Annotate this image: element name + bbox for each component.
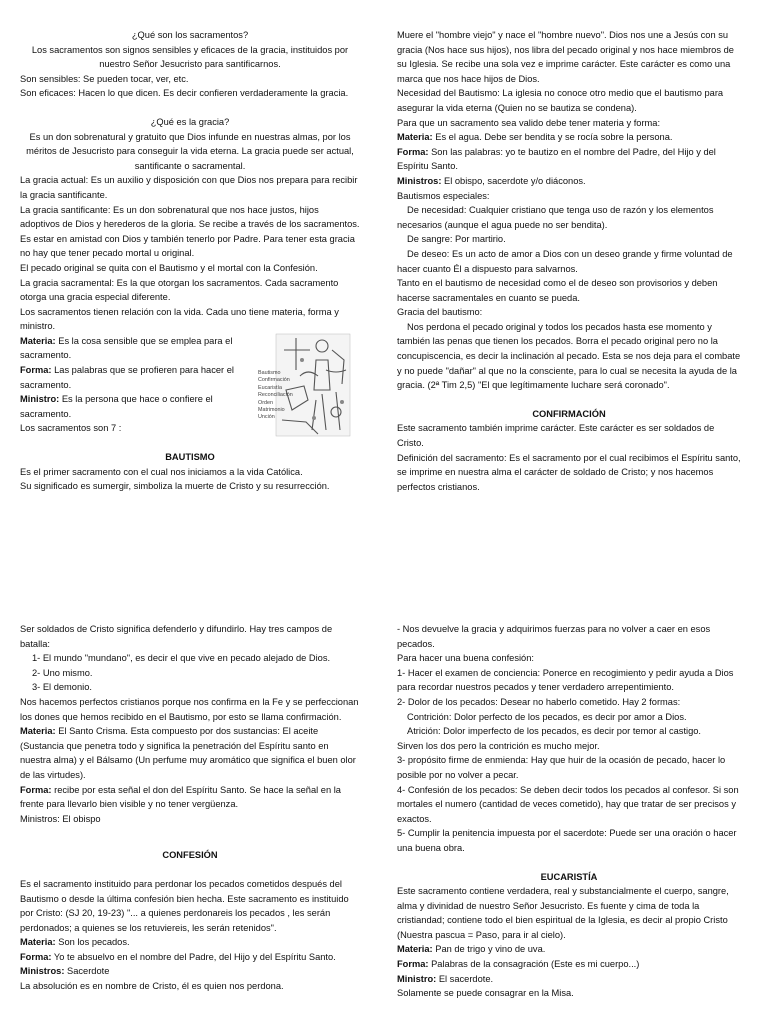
gracia-actual: La gracia actual: Es un auxilio y disposición con que Dios nos prepara para recibir la gracia santificante.: [20, 175, 358, 200]
contricion: Contrición: Dolor perfecto de los pecados, es decir por amor a Dios.: [407, 711, 687, 722]
bautismo-hombre-nuevo: Muere el "hombre viejo" y nace el "hombre nuevo". Dios nos une a Jesús con su gracia (Nos hace sus hijos), nos libra del pecado original y nos hace miembros de su Iglesia. Se recibe una sola vez e imprime carácter. Este carácter es como una marca que nos hace hijos de Dios.: [397, 30, 734, 84]
gracia-title: ¿Qué es la gracia?: [150, 116, 230, 127]
sacramentos-count: Los sacramentos son 7 :: [20, 423, 122, 434]
confirmacion-materia: Materia: El Santo Crisma. Esta compuesto por dos sustancias: El aceite (Sustancia que penetra todo y significa la penetración del Espíritu santo en nuestra alma) y el Bálsamo (Un perfume muy aromático que significa el buen olor de las virtudes).: [20, 726, 356, 780]
eucaristia-p1: Este sacramento contiene verdadera, real y substancialmente el cuerpo, sangre, alma y divinidad de nuestro Señor Jesucristo. Es fuente y cima de toda la cristiandad; contiene todo el bien espiritual de la Iglesia, es decir al propio Cristo (Nuestra pascua = Paso, para ir al cielo).: [397, 886, 729, 940]
gracia-santificante: La gracia santificante: Es un don sobrenatural que nos hace justos, hijos adoptivos de Dios y herederos de la gloria. Se recibe a través de los sacramentos. Es estar en amistad con Dios y también tenerlo por Padre. Para tener esta gracia no hay que tener pecado mortal u original.: [20, 204, 360, 259]
paso-5: 5- Cumplir la penitencia impuesta por el sacerdote: Puede ser una oración o hacer una buena obra.: [397, 828, 737, 853]
bautismo-p2: Su significado es sumergir, simboliza la muerte de Cristo y su resurrección.: [20, 481, 330, 492]
confirmacion-title: CONFIRMACIÓN: [532, 408, 606, 419]
paso-3: 3- propósito firme de enmienda: Hay que huir de la ocasión de pecado, hacer lo posible por no volver a pecar.: [397, 755, 726, 780]
confesion-ministros: Ministros: Sacerdote: [20, 966, 110, 977]
q1-sensibles: Son sensibles: Se pueden tocar, ver, etc.: [20, 73, 189, 84]
confirmacion-forma: Forma: recibe por esta señal el don del Espíritu Santo. Se hace la señal en la frente para llevarlo bien visible y no tener vergüenza.: [20, 784, 341, 810]
bautismo-sangre: De sangre: Por martirio.: [407, 234, 506, 245]
bautismo-p1: Es el primer sacramento con el cual nos iniciamos a la vida Católica.: [20, 466, 303, 477]
confesion-materia: Materia: Son los pecados.: [20, 937, 130, 948]
materia-def: Materia: Es la cosa sensible que se emplea para el sacramento.: [20, 335, 233, 361]
bautismo-forma: Forma: Son las palabras: yo te bautizo en el nombre del Padre, del Hijo y del Espíritu Santo.: [397, 146, 716, 172]
confesion-title: CONFESIÓN: [162, 850, 218, 861]
batalla-2: 2- Uno mismo.: [32, 667, 93, 678]
provisorios: Tanto en el bautismo de necesidad como el de deseo son provisorios y deben hacerse sacramentales en cuanto se pueda.: [397, 278, 718, 303]
confesion-p1: Es el sacramento instituido para perdonar los pecados cometidos después del Bautismo o desde la última confesión bien hecha. Este sacramento es instituido por Cristo: (SJ 20, 19-23) "... a quienes perdonareis los pecados , les serán perdonados; a quienes se los retuviereis, les serán retenidos".: [20, 878, 349, 933]
ministro-def: Ministro: Es la persona que hace o confiere el sacramento.: [20, 394, 213, 419]
figure-label-3: Eucaristía: [258, 384, 282, 391]
devuelve-gracia: - Nos devuelve la gracia y adquirimos fuerzas para no volver a caer en esos pecados.: [397, 624, 711, 649]
absolucion: La absolución es en nombre de Cristo, él es quien nos perdona.: [20, 981, 284, 992]
perfectos-cristianos: Nos hacemos perfectos cristianos porque nos confirma en la Fe y se perfeccionan los dones que hemos recibido en el Bautismo, por esto se llama confirmación.: [20, 696, 359, 722]
gracia-bautismo: Nos perdona el pecado original y todos los pecados hasta ese momento y también las penas que tienen los pecados. Borra el pecado original pero no la concupiscencia, es decir la inclinación al pecado. Esta se nos deja para el combate y no puede "dañar" al que no la consciente, para lo cual se necesita la ayuda de la gracia. (2ª Tim 2,5) "El que legítimamente luchare será coronado".: [397, 321, 741, 391]
eucaristia-forma: Forma: Palabras de la consagración (Este es mi cuerpo...): [397, 959, 640, 970]
materia-forma-intro: Para que un sacramento sea valido debe tener materia y forma:: [397, 117, 661, 128]
bautismo-deseo: De deseo: Es un acto de amor a Dios con un deseo grande y firme voluntad de hacer cuanto Él a dispuesto para salvarnos.: [397, 248, 733, 274]
bautismos-especiales: Bautismos especiales:: [397, 190, 490, 201]
q1-eficaces: Son eficaces: Hacen lo que dicen. Es decir confieren verdaderamente la gracia.: [20, 88, 349, 99]
sirven-los-dos: Sirven los dos pero la contrición es mucho mejor.: [397, 740, 600, 751]
bautismo-ministros: Ministros: El obispo, sacerdote y/o diáconos.: [397, 175, 586, 186]
necesidad-bautismo: Necesidad del Bautismo: La iglesia no conoce otro medio que el bautismo para asegurar la vida eterna (Quien no se bautiza se condena).: [397, 88, 724, 113]
figure-label-7: Unción: [258, 414, 275, 421]
atricion: Atrición: Dolor imperfecto de los pecados, es decir por temor al castigo.: [407, 726, 702, 737]
confesion-forma: Forma: Yo te absuelvo en el nombre del Padre, del Hijo y del Espíritu Santo.: [20, 951, 336, 962]
pecado-original: El pecado original se quita con el Bautismo y el mortal con la Confesión.: [20, 262, 318, 273]
top-right-column: [397, 28, 741, 494]
gracia-definition: Es un don sobrenatural y gratuito que Dios infunde en nuestras almas, por los méritos de Jesucristo para conseguir la vida eterna. La gracia puede ser actual, santificante o sacramental.: [26, 131, 354, 171]
eucaristia-ministro: Ministro: El sacerdote.: [397, 973, 494, 984]
gracia-bautismo-label: Gracia del bautismo:: [397, 307, 483, 318]
sacraments-illustration: [256, 330, 352, 438]
forma-def: Forma: Las palabras que se profieren para hacer el sacramento.: [20, 365, 234, 390]
confirmacion-ministros: Ministros: El obispo: [20, 813, 101, 824]
figure-label-6: Matrimonio: [258, 407, 285, 414]
bautismo-title: BAUTISMO: [165, 452, 215, 463]
paso-1: 1- Hacer el examen de conciencia: Ponerce en recogimiento y pedir ayuda a Dios para recordar nuestros pecados y tener verdadero arrepentimiento.: [397, 667, 734, 693]
figure-label-1: Bautismo: [258, 370, 281, 376]
confirmacion-p2: Definición del sacramento: Es el sacramento por el cual recibimos el Espíritu santo, se imprime en nuestra alma el carácter de soldado de Cristo; y nos hacemos perfectos cristianos.: [397, 452, 741, 492]
q1-title: ¿Qué son los sacramentos?: [131, 30, 249, 40]
paso-4: 4- Confesión de los pecados: Se deben decir todos los pecados al confesor. Si son mortales el numero (cantidad de veces cometido), hay que tratar de ser precisos y exactos.: [397, 784, 739, 824]
batalla-1: 1- El mundo "mundano", es decir el que vive en pecado alejado de Dios.: [32, 653, 331, 664]
figure-label-2: Confirmación: [258, 377, 290, 384]
figure-label-4: Reconciliación: [258, 392, 293, 399]
soldados-cristo: Ser soldados de Cristo significa defenderlo y difundirlo. Hay tres campos de batalla:: [20, 624, 333, 649]
bottom-left-column: [20, 622, 360, 994]
paso-2: 2- Dolor de los pecados: Desear no haberlo cometido. Hay 2 formas:: [397, 696, 681, 707]
bottom-right-column: [397, 622, 741, 1001]
bautismo-materia: Materia: Es el agua. Debe ser bendita y se rocía sobre la persona.: [397, 132, 673, 143]
confirmacion-p1: Este sacramento también imprime carácter. Este carácter es ser soldados de Cristo.: [397, 423, 715, 449]
eucaristia-materia: Materia: Pan de trigo y vino de uva.: [397, 944, 546, 955]
q1-definition: Los sacramentos son signos sensibles y eficaces de la gracia, instituidos por nuestro Señor Jesucristo para santificarnos.: [31, 44, 349, 70]
sacramentos-vida: Los sacramentos tienen relación con la vida. Cada uno tiene materia, forma y ministro.: [20, 306, 339, 332]
eucaristia-title: EUCARISTÍA: [540, 871, 598, 882]
batalla-3: 3- El demonio.: [32, 682, 92, 693]
bautismo-necesidad: De necesidad: Cualquier cristiano que tenga uso de razón y los elementos necesarios (aunque el agua puede no ser bendita).: [397, 205, 714, 230]
figure-label-5: Orden: [258, 399, 273, 406]
solamente-misa: Solamente se puede consagrar en la Misa.: [397, 988, 574, 999]
buena-confesion: Para hacer una buena confesión:: [397, 653, 534, 664]
gracia-sacramental: La gracia sacramental: Es la que otorgan los sacramentos. Cada sacramento otorga una gracia especial diferente.: [20, 277, 339, 303]
